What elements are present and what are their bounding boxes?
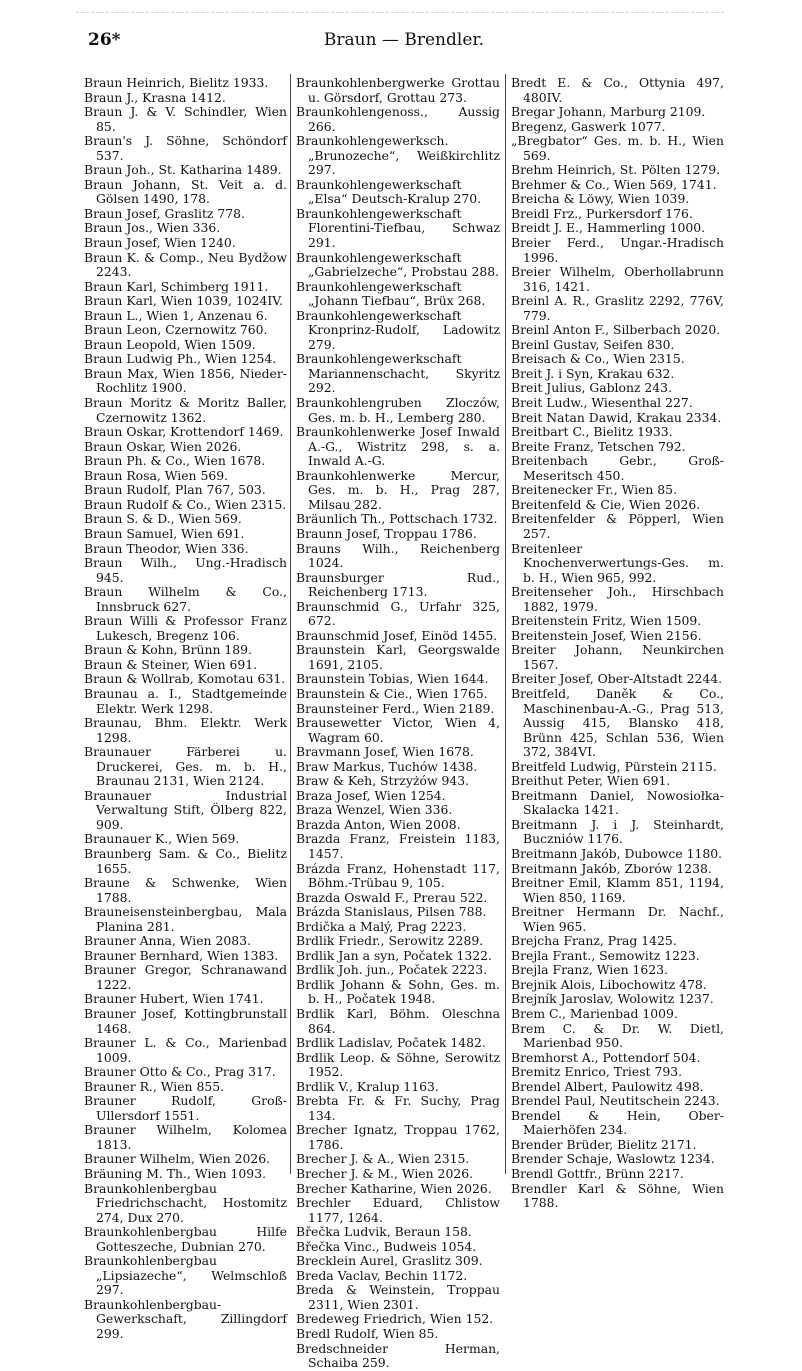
directory-entry: Braun & Kohn, Brünn 189.: [84, 642, 252, 658]
directory-entry: Braun Joh., St. Katharina 1489.: [84, 162, 282, 178]
directory-entry: Breiter Johann, Neunkirchen 1567.: [511, 642, 724, 672]
directory-entry: Brejla Franz, Wien 1623.: [511, 962, 668, 978]
directory-entry: Braun Jos., Wien 336.: [84, 220, 221, 236]
directory-entry: Brendl Gottfr., Brünn 2217.: [511, 1166, 684, 1182]
directory-entry: Braun Rudolf & Co., Wien 2315.: [84, 496, 287, 512]
directory-entry: Brauner Wilhelm, Kolomea 1813.: [84, 1122, 287, 1152]
directory-entry: Braunberg Sam. & Co., Bielitz 1655.: [84, 845, 287, 876]
directory-entry: Breidl Frz., Purkersdorf 176.: [511, 205, 693, 221]
directory-entry: Brdlik Johann & Sohn, Ges. m. b. H., Počatek 1948.: [296, 976, 500, 1007]
directory-entry: Bredschneider Herman, Schaiba 259.: [296, 1340, 500, 1371]
directory-entry: Braunkohlenbergwerke Grottau u. Görsdorf, Grottau 273.: [296, 75, 500, 105]
directory-entry: Brdlik Karl, Böhm. Oleschna 864.: [296, 1006, 500, 1036]
directory-entry: Breite Franz, Tetschen 792.: [511, 438, 686, 454]
directory-entry: Brauner Anna, Wien 2083.: [84, 933, 251, 949]
directory-entry: Braunn Josef, Troppau 1786.: [296, 525, 477, 541]
page-number: 26*: [88, 30, 121, 50]
directory-entry: Brauner Bernhard, Wien 1383.: [84, 947, 279, 963]
directory-entry: Brdlik Friedr., Serowitz 2289.: [296, 933, 484, 949]
directory-entry: Braunkohlengewerkschaft „Johann Tiefbau“, Brüx 268.: [296, 278, 486, 309]
directory-entry: Brázda Franz, Hohenstadt 117, Böhm.-Trübau 9, 105.: [296, 860, 500, 891]
directory-entry: Braunkohlengewerksch. „Brunozeche“, Weißkirchlitz 297.: [296, 133, 500, 178]
directory-entry: Bregenz, Gaswerk 1077.: [511, 118, 666, 134]
directory-entry: Braunstein & Cie., Wien 1765.: [296, 685, 488, 701]
directory-entry: Brázda Stanislaus, Pilsen 788.: [296, 904, 487, 920]
directory-entry: Bräunlich Th., Pottschach 1732.: [296, 511, 498, 527]
directory-entry: Braun Karl, Schimberg 1911.: [84, 278, 269, 294]
directory-entry: Brdlik Jan a syn, Počatek 1322.: [296, 947, 492, 963]
directory-entry: Brdlik V., Kralup 1163.: [296, 1078, 439, 1094]
directory-entry: Breit Julius, Gablonz 243.: [511, 380, 673, 396]
directory-entry: Brauner Wilhelm, Wien 2026.: [84, 1151, 271, 1167]
directory-entry: Breitenecker Fr., Wien 85.: [511, 482, 678, 498]
directory-entry: Brazda Oswald F., Prerau 522.: [296, 889, 488, 905]
directory-entry: Braunkohlenbergbau „Lipsiazeche“, Welmschloß 297.: [84, 1253, 287, 1298]
directory-entry: Braunsburger Rud., Reichenberg 1713.: [296, 569, 500, 600]
directory-entry: Braza Wenzel, Wien 336.: [296, 802, 453, 818]
directory-entry: Braun Wilh., Ung.-Hradisch 945.: [84, 555, 287, 585]
directory-entry: Braun Heinrich, Bielitz 1933.: [84, 75, 269, 90]
directory-entry: Braun Oskar, Krottendorf 1469.: [84, 424, 284, 440]
directory-entry: Breda & Weinstein, Troppau 2311, Wien 2301.: [296, 1282, 500, 1312]
directory-entry: Braunstein Tobias, Wien 1644.: [296, 671, 489, 687]
directory-entry: Braun Ludwig Ph., Wien 1254.: [84, 351, 277, 367]
directory-entry: Breidt J. E., Hammerling 1000.: [511, 220, 706, 236]
directory-entry: Braunkohlengenoss., Aussig 266.: [296, 104, 500, 134]
directory-entry: Braun J. & V. Schindler, Wien 85.: [84, 104, 287, 134]
directory-entry: Braun Max, Wien 1856, Nieder-Rochlitz 1900.: [84, 365, 287, 396]
directory-entry: Bravmann Josef, Wien 1678.: [296, 744, 474, 760]
directory-entry: Brejník Jaroslav, Wolowitz 1237.: [511, 991, 714, 1007]
directory-entry: Brauner Hubert, Wien 1741.: [84, 991, 264, 1007]
directory-entry: Braunkohlengewerkschaft Kronprinz-Rudolf, Ladowitz 279.: [296, 307, 500, 352]
directory-entry: Braun Samuel, Wien 691.: [84, 525, 245, 541]
directory-entry: Breinl Anton F., Silberbach 2020.: [511, 322, 721, 338]
directory-entry: Breitner Hermann Dr. Nachf., Wien 965.: [511, 904, 724, 934]
directory-entry: Braunauer Färberei u. Druckerei, Ges. m. b. H., Braunau 2131, Wien 2124.: [84, 744, 287, 789]
directory-entry: Breit Natan Dawid, Krakau 2334.: [511, 409, 722, 425]
directory-entry: Brehm Heinrich, St. Pölten 1279.: [511, 162, 721, 178]
directory-entry: Braunkohlengewerkschaft „Gabrielzeche“, Probstau 288.: [296, 249, 500, 280]
directory-entry: Brauner L. & Co., Marienbad 1009.: [84, 1035, 287, 1065]
directory-entry: Braunsteiner Ferd., Wien 2189.: [296, 700, 495, 716]
directory-entry: Braun K. & Comp., Neu Bydžow 2243.: [84, 249, 287, 280]
directory-entry: Braun Moritz & Moritz Baller, Czernowitz 1362.: [84, 395, 287, 425]
directory-entry: Brecher J. & M., Wien 2026.: [296, 1166, 474, 1182]
column-rule: [290, 74, 291, 1174]
directory-entry: Bremitz Enrico, Triest 793.: [511, 1064, 683, 1080]
directory-entry: Braune & Schwenke, Wien 1788.: [84, 875, 287, 905]
directory-entry: Bredt E. & Co., Ottynia 497, 480IV.: [511, 75, 724, 105]
directory-entry: Braun's J. Söhne, Schöndorf 537.: [84, 133, 287, 163]
directory-entry: Brem C., Marienbad 1009.: [511, 1006, 678, 1021]
directory-entry: Brdička a Malý, Prag 2223.: [296, 918, 467, 934]
directory-entry: Bredeweg Friedrich, Wien 152.: [296, 1311, 494, 1327]
directory-entry: Breitfeld, Daněk & Co., Maschinenbau-A.-G., Prag 513, Aussig 415, Blansko 418, Brünn 425, Schlan 536, Wien 372, 384VI.: [511, 685, 724, 760]
directory-entry: Brecher Ignatz, Troppau 1762, 1786.: [296, 1122, 500, 1152]
directory-entry: Braun L., Wien 1, Anzenau 6.: [84, 307, 268, 323]
directory-entry: Braun & Steiner, Wien 691.: [84, 656, 258, 672]
directory-entry: Braw Markus, Tuchów 1438.: [296, 758, 478, 774]
directory-entry: Bredl Rudolf, Wien 85.: [296, 1326, 439, 1342]
directory-entry: Braunau, Bhm. Elektr. Werk 1298.: [84, 715, 287, 745]
directory-entry: Breier Ferd., Ungar.-Hradisch 1996.: [511, 235, 724, 265]
directory-entry: Brauner Josef, Kottingbrunstall 1468.: [84, 1006, 287, 1036]
directory-entry: Brecklein Aurel, Graslitz 309.: [296, 1253, 483, 1269]
directory-entry: Braun Wilhelm & Co., Innsbruck 627.: [84, 584, 287, 614]
directory-entry: Braunkohlengewerkschaft Mariannenschacht, Skyritz 292.: [296, 351, 500, 396]
directory-entry: Brauner R., Wien 855.: [84, 1078, 225, 1094]
directory-entry: Brauneisensteinbergbau, Mala Planina 281.: [84, 904, 287, 934]
directory-entry: „Bregbator“ Ges. m. b. H., Wien 569.: [511, 133, 724, 163]
top-border: [76, 12, 724, 13]
directory-entry: Braunkohlengruben Zloczów, Ges. m. b. H., Lemberg 280.: [296, 395, 500, 425]
directory-entry: Braunkohlenbergbau Hilfe Gotteszeche, Dubnian 270.: [84, 1224, 287, 1254]
directory-entry: Braun Theodor, Wien 336.: [84, 540, 249, 556]
directory-entry: Brauner Gregor, Schranawand 1222.: [84, 962, 287, 992]
directory-entry: Braunkohlenbergbau Friedrichschacht, Hostomitz 274, Dux 270.: [84, 1180, 287, 1225]
directory-entry: Braun Oskar, Wien 2026.: [84, 438, 242, 454]
page-header: [84, 28, 724, 54]
directory-entry: Bremhorst A., Pottendorf 504.: [511, 1049, 701, 1065]
directory-entry: Brdlik Leop. & Söhne, Serowitz 1952.: [296, 1049, 500, 1080]
directory-entry: Brecher Katharine, Wien 2026.: [296, 1180, 492, 1196]
directory-entry: Braun Willi & Professor Franz Lukesch, Bregenz 106.: [84, 613, 287, 643]
directory-entry: Brazda Anton, Wien 2008.: [296, 816, 461, 832]
directory-entry: Brechler Eduard, Chlistow 1177, 1264.: [296, 1195, 500, 1225]
directory-entry: Brausewetter Victor, Wien 4, Wagram 60.: [296, 715, 500, 745]
directory-entry: Brecher J. & A., Wien 2315.: [296, 1151, 470, 1167]
directory-entry: Brauner Rudolf, Groß-Ullersdorf 1551.: [84, 1093, 287, 1123]
directory-entry: Breit Ludw., Wiesenthal 227.: [511, 395, 693, 411]
directory-entry: Brauner Otto & Co., Prag 317.: [84, 1064, 276, 1080]
directory-entry: Brdlik Ladislav, Počatek 1482.: [296, 1035, 486, 1051]
directory-entry: Brehmer & Co., Wien 569, 1741.: [511, 176, 717, 192]
directory-entry: Braun J., Krasna 1412.: [84, 89, 226, 105]
running-head: Braun — Brendler.: [323, 30, 485, 50]
directory-entry: Brendel Albert, Paulowitz 498.: [511, 1078, 704, 1094]
directory-entry: Breitenfeld & Cie, Wien 2026.: [511, 496, 701, 512]
directory-entry: Breda Vaclav, Bechin 1172.: [296, 1267, 468, 1283]
directory-entry: Breitenstein Fritz, Wien 1509.: [511, 613, 702, 629]
directory-entry: Breitbart C., Bielitz 1933.: [511, 424, 673, 440]
directory-entry: Braunschmid Josef, Einöd 1455.: [296, 627, 498, 643]
column-left: [84, 76, 287, 1342]
directory-entry: Breiter Josef, Ober-Altstadt 2244.: [511, 671, 723, 687]
directory-entry: Breit J. i Syn, Krakau 632.: [511, 365, 675, 381]
directory-entry: Brauns Wilh., Reichenberg 1024.: [296, 540, 500, 571]
directory-entry: Braunauer K., Wien 569.: [84, 831, 240, 847]
directory-entry: Braun Leopold, Wien 1509.: [84, 336, 256, 352]
directory-entry: Brem C. & Dr. W. Dietl, Marienbad 950.: [511, 1020, 724, 1051]
directory-entry: Braunkohlenbergbau-Gewerkschaft, Zillingdorf 299.: [84, 1296, 287, 1342]
directory-entry: Breier Wilhelm, Oberhollabrunn 316, 1421.: [511, 264, 724, 294]
directory-entry: Brendel Paul, Neutitschein 2243.: [511, 1093, 720, 1109]
directory-entry: Breitenstein Josef, Wien 2156.: [511, 627, 702, 643]
directory-entry: Breitmann Jakób, Zborów 1238.: [511, 860, 712, 876]
directory-entry: Brendel & Hein, Ober-Maierhöfen 234.: [511, 1107, 724, 1138]
directory-entry: Braun Rosa, Wien 569.: [84, 467, 229, 483]
directory-entry: Braun Karl, Wien 1039, 1024IV.: [84, 293, 284, 309]
directory-entry: Braun Johann, St. Veit a. d. Gölsen 1490, 178.: [84, 176, 287, 207]
column-rule: [505, 74, 506, 1174]
directory-entry: Braunkohlenwerke Josef Inwald A.-G., Wistritz 298, s. a. Inwald A.-G.: [296, 424, 500, 469]
directory-entry: Bräuning M. Th., Wien 1093.: [84, 1166, 267, 1182]
directory-entry: Breinl Gustav, Seifen 830.: [511, 336, 675, 352]
directory-entry: Braza Josef, Wien 1254.: [296, 787, 446, 803]
directory-entry: Breitenleer Knochenverwertungs-Ges. m. b. H., Wien 965, 992.: [511, 540, 724, 585]
column-middle: [296, 76, 500, 1371]
directory-entry: Braunkohlenwerke Mercur, Ges. m. b. H., Prag 287, Milsau 282.: [296, 467, 500, 512]
directory-entry: Breinl A. R., Graslitz 2292, 776V, 779.: [511, 293, 724, 323]
directory-entry: Braun S. & D., Wien 569.: [84, 511, 242, 527]
directory-entry: Braunstein Karl, Georgswalde 1691, 2105.: [296, 642, 500, 672]
directory-entry: Breitenbach Gebr., Groß-Meseritsch 450.: [511, 453, 724, 483]
directory-entry: Braunschmid G., Urfahr 325, 672.: [296, 598, 500, 629]
directory-entry: Břečka Ludvik, Beraun 158.: [296, 1224, 472, 1240]
directory-entry: Braun Josef, Graslitz 778.: [84, 205, 245, 221]
directory-entry: Brejcha Franz, Prag 1425.: [511, 933, 677, 949]
directory-entry: Braw & Keh, Strzyżów 943.: [296, 773, 470, 789]
directory-entry: Breitmann Jakób, Dubowce 1180.: [511, 845, 723, 861]
directory-entry: Breitmann Daniel, Nowosiołka-Skalacka 1421.: [511, 787, 724, 818]
directory-entry: Braun Leon, Czernowitz 760.: [84, 322, 268, 338]
directory-entry: Breisach & Co., Wien 2315.: [511, 351, 685, 367]
directory-entry: Braunauer Industrial Verwaltung Stift, Ölberg 822, 909.: [84, 787, 287, 832]
column-right: [511, 76, 724, 1211]
directory-entry: Brendler Karl & Söhne, Wien 1788.: [511, 1180, 724, 1211]
directory-entry: Breitner Emil, Klamm 851, 1194, Wien 850, 1169.: [511, 875, 724, 905]
directory-entry: Braun Rudolf, Plan 767, 503.: [84, 482, 266, 498]
directory-entry: Breithut Peter, Wien 691.: [511, 773, 671, 789]
directory-entry: Braun & Wollrab, Komotau 631.: [84, 671, 286, 687]
directory-entry: Brejla Frant., Semowitz 1223.: [511, 947, 700, 963]
directory-entry: Bregar Johann, Marburg 2109.: [511, 104, 706, 120]
directory-entry: Breitfeld Ludwig, Pürstein 2115.: [511, 758, 717, 774]
directory-entry: Braunkohlengewerkschaft Florentini-Tiefbau, Schwaz 291.: [296, 205, 500, 251]
directory-entry: Braun Josef, Wien 1240.: [84, 235, 236, 251]
directory-entry: Braunau a. I., Stadtgemeinde Elektr. Werk 1298.: [84, 685, 287, 716]
directory-entry: Brazda Franz, Freistein 1183, 1457.: [296, 831, 500, 861]
directory-entry: Braun Ph. & Co., Wien 1678.: [84, 453, 266, 469]
directory-entry: Brdlik Joh. jun., Počatek 2223.: [296, 962, 488, 978]
directory-entry: Brender Brüder, Bielitz 2171.: [511, 1136, 697, 1152]
directory-entry: Breitenseher Joh., Hirschbach 1882, 1979.: [511, 584, 724, 614]
directory-entry: Brebta Fr. & Fr. Suchy, Prag 134.: [296, 1093, 500, 1123]
directory-entry: Breitenfelder & Pöpperl, Wien 257.: [511, 511, 724, 541]
directory-entry: Brejnik Alois, Libochowitz 478.: [511, 976, 707, 992]
directory-entry: Břečka Vinc., Budweis 1054.: [296, 1238, 477, 1254]
directory-entry: Breitmann J. i J. Steinhardt, Buczniów 1176.: [511, 816, 724, 847]
directory-entry: Braunkohlengewerkschaft „Elsa“ Deutsch-Kralup 270.: [296, 176, 482, 207]
directory-entry: Breicha & Löwy, Wien 1039.: [511, 191, 690, 207]
directory-entry: Brender Schaje, Waslowtz 1234.: [511, 1151, 715, 1167]
